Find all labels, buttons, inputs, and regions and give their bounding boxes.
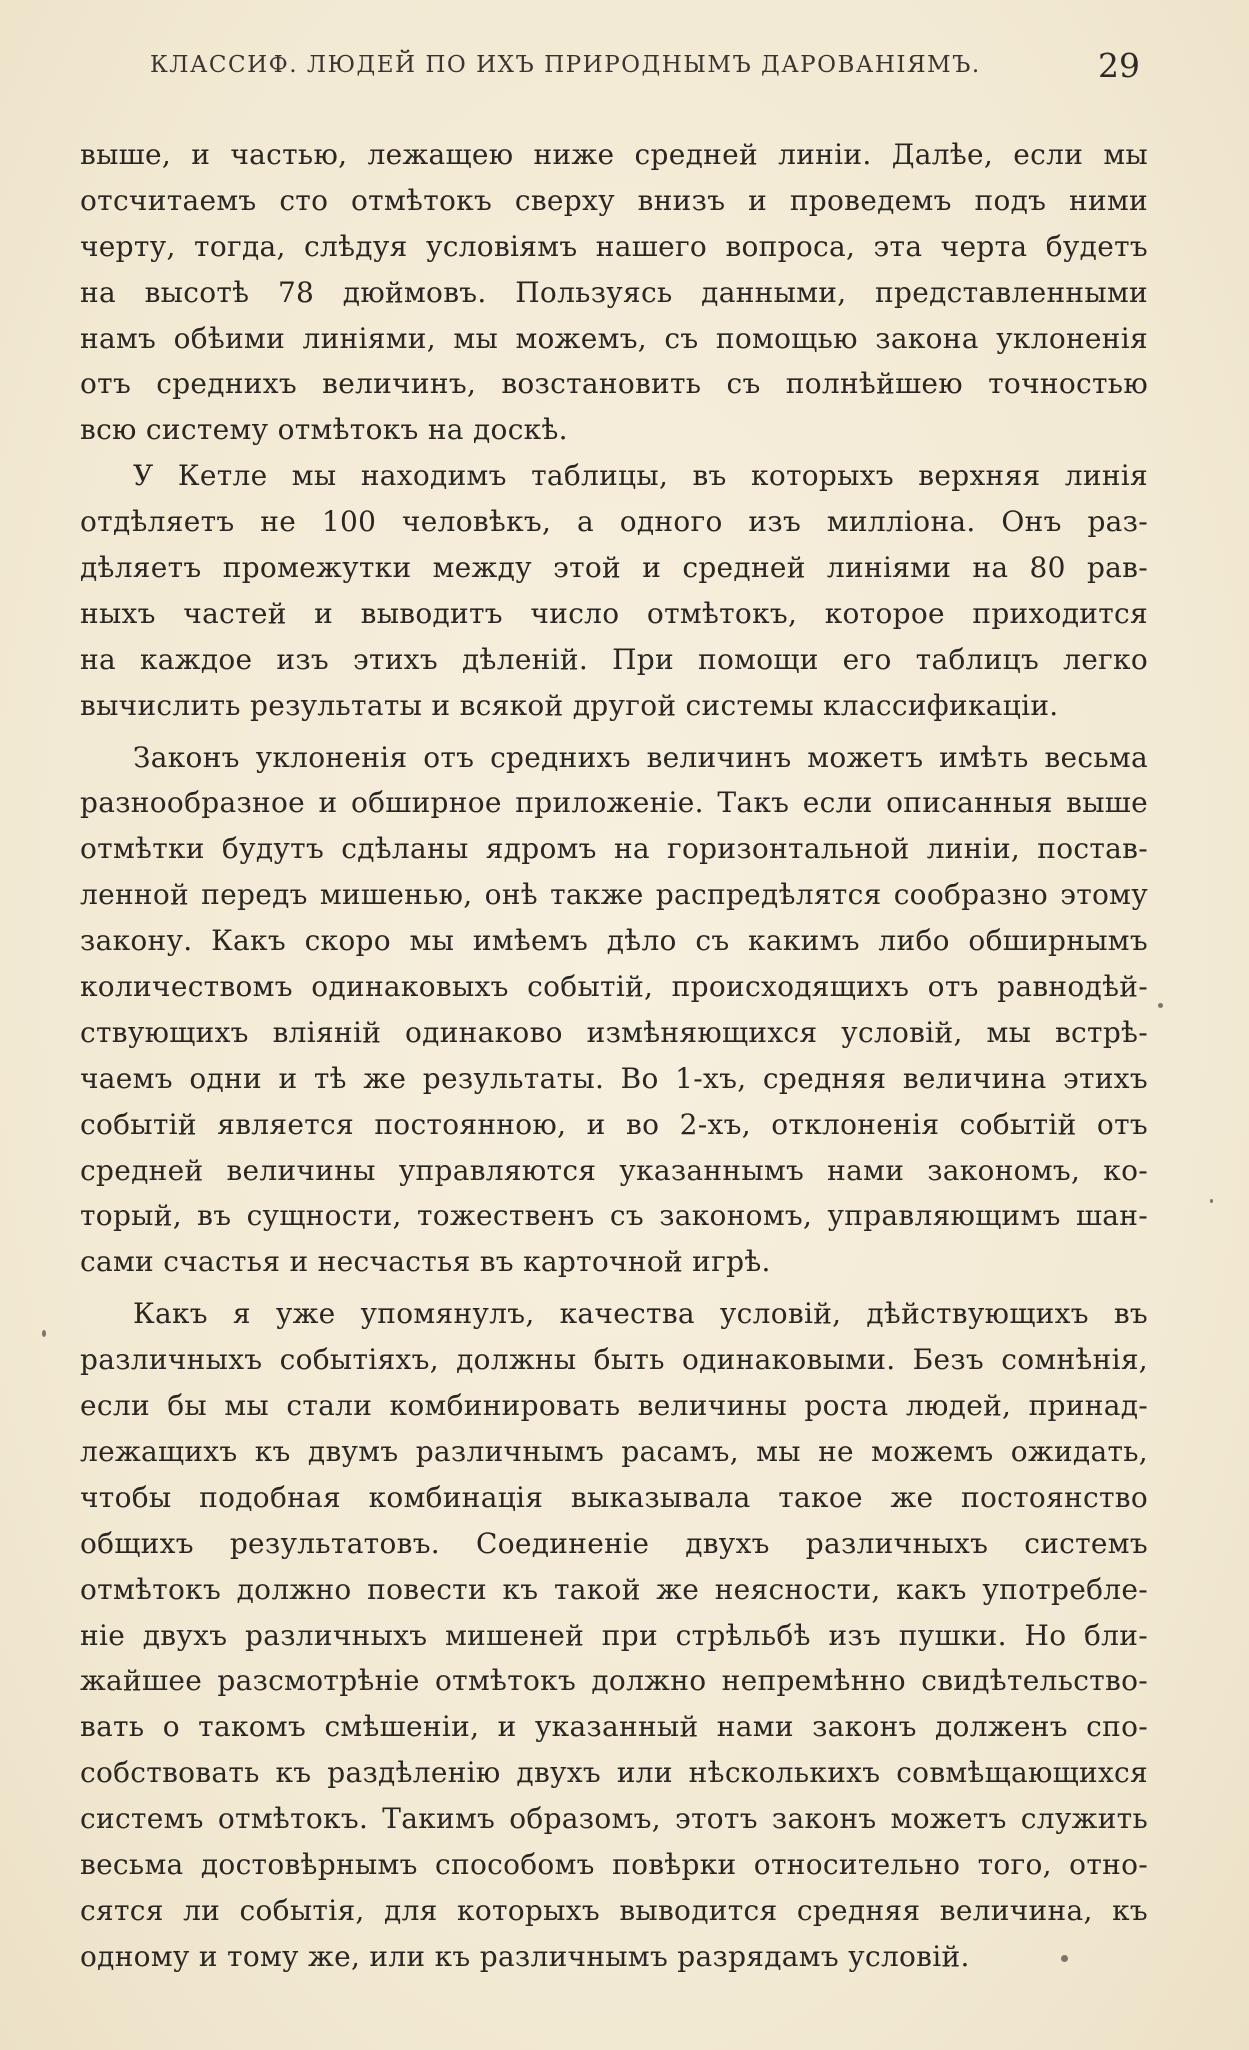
text-line: чаемъ одни и тѣ же результаты. Во 1-хъ, средняя величина этихъ: [80, 1061, 1148, 1095]
text-line: весьма достовѣрнымъ способомъ повѣрки относительно того, отно-: [80, 1847, 1148, 1881]
text-line: отъ среднихъ величинъ, возстановить съ полнѣйшею точностью: [80, 367, 1148, 401]
text-line: ствующихъ влiянiй одинаково измѣняющихся условiй, мы встрѣ-: [80, 1015, 1148, 1049]
text-line: одному и тому же, или къ различнымъ разрядамъ условiй.: [80, 1939, 970, 1973]
text-line: на каждое изъ этихъ дѣленiй. При помощи его таблицъ легко: [80, 642, 1148, 676]
text-line: сами счастья и несчастья въ карточной игрѣ.: [80, 1245, 771, 1279]
text-line: разнообразное и обширное приложенiе. Такъ если описанныя выше: [80, 786, 1148, 820]
print-speck: [1210, 1199, 1213, 1203]
text-line: количествомъ одинаковыхъ событiй, происходящихъ отъ равнодѣй-: [80, 970, 1148, 1004]
text-line: отдѣляетъ не 100 человѣкъ, а одного изъ миллiона. Онъ раз-: [80, 505, 1148, 539]
text-line: вать о такомъ смѣшенiи, и указанный нами законъ долженъ спо-: [80, 1710, 1148, 1744]
text-line: ныхъ частей и выводитъ число отмѣтокъ, которое приходится: [80, 596, 1148, 630]
text-line: Какъ я уже упомянулъ, качества условiй, дѣйствующихъ въ: [133, 1297, 1148, 1331]
paragraph-3: [80, 735, 1148, 1286]
text-line: жайшее разсмотрѣнiе отмѣтокъ должно непремѣнно свидѣтельство-: [80, 1664, 1148, 1698]
text-line: чтобы подобная комбинацiя выказывала такое же постоянство: [80, 1480, 1148, 1514]
text-line: средней величины управляются указаннымъ нами закономъ, ко-: [80, 1153, 1148, 1187]
text-line: собствовать къ раздѣленiю двухъ или нѣсколькихъ совмѣщающихся: [80, 1756, 1148, 1790]
text-line: отмѣтокъ должно повести къ такой же неясности, какъ употребле-: [80, 1572, 1148, 1606]
text-line: если бы мы стали комбинировать величины роста людей, принад-: [80, 1389, 1148, 1423]
text-line: дѣляетъ промежутки между этой и средней линiями на 80 рав-: [80, 551, 1148, 585]
text-line: ленной передъ мишенью, онѣ также распредѣлятся сообразно этому: [80, 878, 1148, 912]
print-speck: [42, 1330, 46, 1337]
paragraph-2: [80, 453, 1148, 728]
text-line: отсчитаемъ сто отмѣтокъ сверху внизъ и проведемъ подъ ними: [80, 183, 1148, 217]
text-line: закону. Какъ скоро мы имѣемъ дѣло съ какимъ либо обширнымъ: [80, 924, 1148, 958]
text-line: Законъ уклоненiя отъ среднихъ величинъ можетъ имѣть весьма: [133, 740, 1148, 774]
page-number: 29: [1098, 46, 1140, 85]
paragraph-1: [80, 132, 1148, 453]
text-line: системъ отмѣтокъ. Такимъ образомъ, этотъ законъ можетъ служить: [80, 1802, 1148, 1836]
text-line: событiй является постоянною, и во 2-хъ, отклоненiя событiй отъ: [80, 1107, 1148, 1141]
text-line: общихъ результатовъ. Соединенiе двухъ различныхъ системъ: [80, 1526, 1148, 1560]
running-head: [150, 46, 1140, 92]
body-text: [80, 132, 1148, 1980]
text-line: различныхъ событiяхъ, должны быть одинаковыми. Безъ сомнѣнiя,: [80, 1343, 1148, 1377]
text-line: отмѣтки будутъ сдѣланы ядромъ на горизонтальной линiи, постав-: [80, 832, 1148, 866]
paragraph-4: [80, 1291, 1148, 1979]
text-line: сятся ли событiя, для которыхъ выводится средняя величина, къ: [80, 1893, 1148, 1927]
print-speck: [1158, 1003, 1163, 1008]
text-line: лежащихъ къ двумъ различнымъ расамъ, мы не можемъ ожидать,: [80, 1434, 1148, 1468]
text-line: на высотѣ 78 дюймовъ. Пользуясь данными, представленными: [80, 275, 1148, 309]
text-line: черту, тогда, слѣдуя условiямъ нашего вопроса, эта черта будетъ: [80, 229, 1148, 263]
running-title: КЛАССИФ. ЛЮДЕЙ ПО ИХЪ ПРИРОДНЫМЪ ДАРОВАНIЯМЪ.: [150, 52, 981, 78]
text-line: У Кетле мы находимъ таблицы, въ которыхъ верхняя линiя: [133, 459, 1148, 493]
text-line: вычислить результаты и всякой другой системы классификацiи.: [80, 688, 1059, 722]
text-line: намъ обѣими линiями, мы можемъ, съ помощью закона уклоненiя: [80, 321, 1148, 355]
text-line: всю систему отмѣтокъ на доскѣ.: [80, 413, 568, 447]
text-line: нiе двухъ различныхъ мишеней при стрѣльбѣ изъ пушки. Но бли-: [80, 1618, 1148, 1652]
text-line: выше, и частью, лежащею ниже средней линiи. Далѣе, если мы: [80, 138, 1148, 171]
text-line: торый, въ сущности, тожественъ съ закономъ, управляющимъ шан-: [80, 1199, 1148, 1233]
print-speck: [1061, 1955, 1068, 1962]
